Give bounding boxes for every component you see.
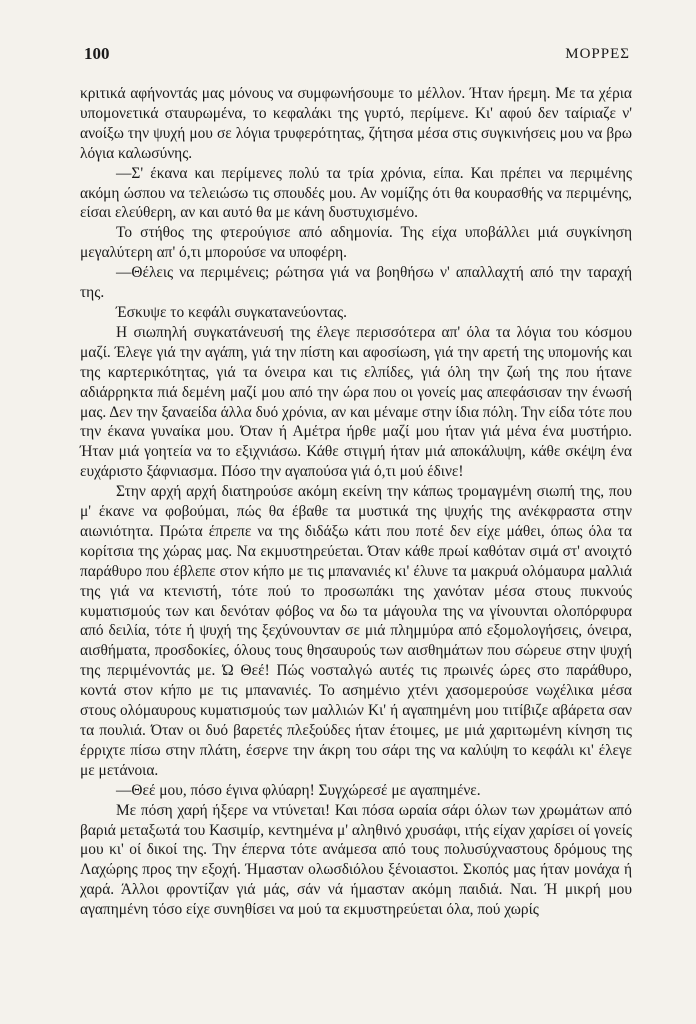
page-header [84,44,630,66]
body-text [80,84,632,920]
paragraph: —Θέλεις να περιμένεις; ρώτησα γιά να βοηθήσω ν' απαλλαχτή από την ταραχή της. [80,264,632,302]
paragraph: —Σ' έκανα και περίμενες πολύ τα τρία χρόνια, είπα. Και πρέπει να περιμένης ακόμη ώσπου να τελειώσω τις σπουδές μου. Αν νομίζης ότι θα κουρασθής να περιμένης, είσαι ελεύθερη, αν και αυτό θα με κάνη δυστυχισμένο. [80,164,632,222]
paragraph: Στην αρχή αρχή διατηρούσε ακόμη εκείνη την κάπως τρομαγμένη σιωπή της, που μ' έκανε να φοβούμαι, πώς θα έβαθε τα μυστικά της ψυχής της ανέκφραστα στην αιωνιότητα. Πρώτα έπρεπε να της διδάξω κάτι που ποτέ δεν είχε μάθει, όπως όλα τα κορίτσια της χώρας μας. Να εκμυστηρεύεται. Όταν κάθε πρωί καθόταν σιμά στ' ανοιχτό παράθυρο που έβλεπε στον κήπο με τις μπανανιές κι' έλυνε τα μακρυά ολόμαυρα μαλλιά της γιά να κτενιστή, τότε πού το προσωπάκι της χανόταν μέσα στους πυκνούς κυματισμούς των και δενόταν φόβος να δω τα μάγουλα της να γίνουνται ολοπόρφυρα από δειλία, τότε ή ψυχή της ξεχύνουνταν σε μιά πλημμύρα από εξομολογήσεις, όνειρα, αισθήματα, προσδοκίες, όλους τους θησαυρούς των αισθημάτων που σώρευε στην ψυχή της περιμένοντάς με. Ώ Θεέ! Πώς νοσταλγώ αυτές τις πρωινές ώρες στο παράθυρο, κοντά στον κήπο με τις μπανανιές. Το ασημένιο χτένι χασομερούσε νωχέλικα μέσα στους ολόμαυρους κυματισμούς των μαλλιών Κι' ή αγαπημένη μου τιτίβιζε αβάρετα σαν τα πουλιά. Όταν οι δυό βαρετές πλεξούδες ήταν έτοιμες, με μιά χαριτωμένη κίνηση τις έρριχτε πίσω στην πλάτη, έσερνε την άκρη του σάρι της να καλύψη το κεφάλι κι' έλεγε με μετάνοια. [80,483,632,779]
paragraph: Η σιωπηλή συγκατάνευσή της έλεγε περισσότερα απ' όλα τα λόγια του κόσμου μαζί. Έλεγε γιά την αγάπη, γιά την πίστη και αφοσίωση, γιά την αρετή της υπομονής και της καρτερικότητας, γιά τα όνειρα και τις ελπίδες, γιά όλη την ζωή της που ήτανε αδιάρρηκτα πιά δεμένη μαζί μου από την ώρα που οι γονείς μας απεφάσισαν την ένωσή μας. Δεν την ξαναείδα άλλα δυό χρόνια, αν και μέναμε στην ίδια πόλη. Την είδα τότε που την έκανα γυναίκα μου. Όταν ή Αμέτρα ήρθε μαζί μου ήταν γιά μένα ένα μυστήριο. Ήταν μιά γοητεία να το εξιχνιάσω. Κάθε στιγμή ήταν μιά αποκάλυψη, κάθε σκέψη ένα ευχάριστο ξάφνιασμα. Πόσο την αγαπούσα γιά ό,τι μού έδινε! [80,323,632,481]
page-number: 100 [84,44,110,63]
paragraph: Το στήθος της φτερούγισε από αδημονία. Της είχα υποβάλλει μιά συγκίνηση μεγαλύτερη απ' ό,τι μπορούσε να υποφέρη. [80,224,632,262]
paragraph: —Θεέ μου, πόσο έγινα φλύαρη! Συγχώρεσέ με αγαπημένε. [116,781,481,799]
paragraph: Έσκυψε το κεφάλι συγκατανεύοντας. [116,303,347,321]
paragraph: Με πόση χαρή ήξερε να ντύνεται! Και πόσα ωραία σάρι όλων των χρωμάτων από βαριά μεταξωτά του Κασιμίρ, κεντημένα μ' αληθινό χρυσάφι, ιτής είχαν χαρίσει οί γονείς μου κι' οί δικοί της. Την έπερνα τότε ανάμεσα από τους πολυσύχναστους δρόμους της Λαχώρης προς την εξοχή. Ήμασταν ολωσδιόλου ξένοιαστοι. Σκοπός μας ήταν μονάχα ή χαρά. Άλλοι φροντίζαν γιά μάς, σάν νά ήμασταν ακόμη παιδιά. Ναι. Ή μικρή μου αγαπημένη τόσο είχε συνηθίσει να μού τα εκμυστηρεύεται όλα, πού χωρίς [80,801,632,919]
paragraph: κριτικά αφήνοντάς μας μόνους να συμφωνήσουμε το μέλλον. Ήταν ήρεμη. Με τα χέρια υπομονετικά σταυρωμένα, το κεφαλάκι της γυρτό, περίμενε. Κι' αφού δεν ταίριαζε ν' ανοίξω την ψυχή μου σε λόγια τρυφερότητας, ζήτησα μέσα στις συγκινήσεις μου να βρω λόγια καλωσύνης. [80,85,632,162]
running-title: ΜΟΡΡΕΣ [565,46,630,62]
